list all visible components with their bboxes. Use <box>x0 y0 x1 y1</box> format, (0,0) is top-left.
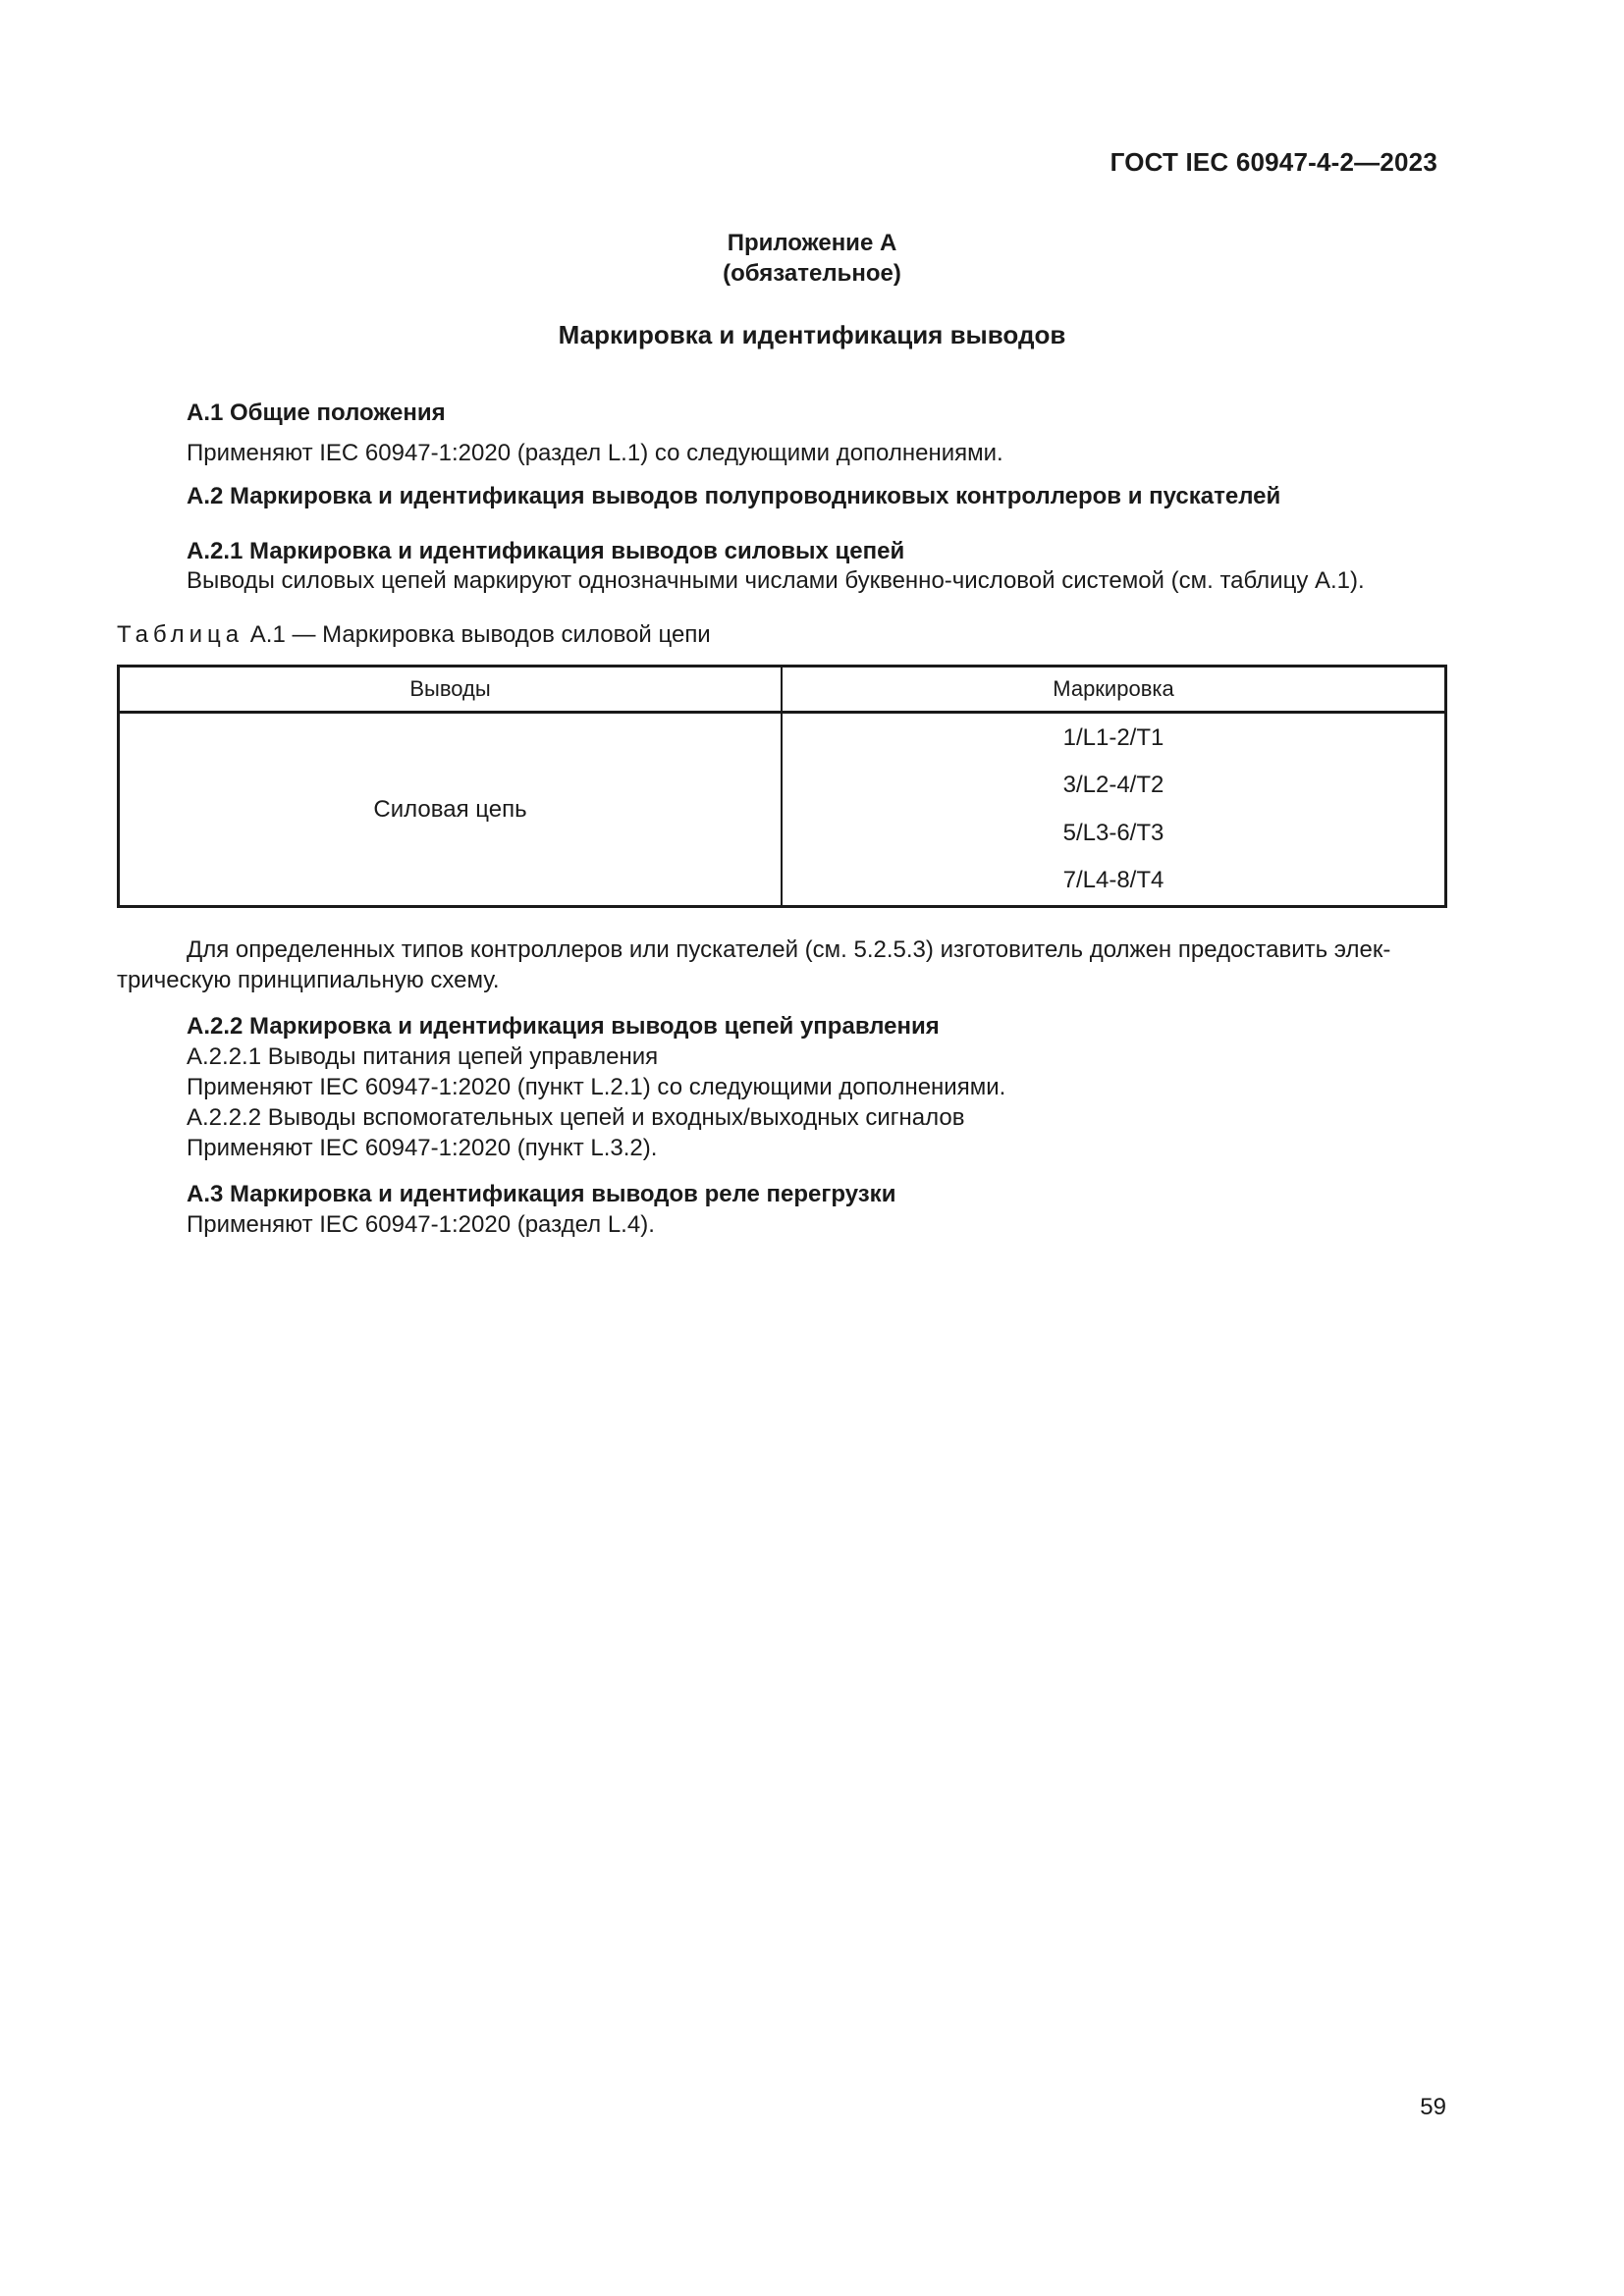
marking-table <box>117 665 1447 908</box>
table-cell-marking: 5/L3-6/T3 <box>1062 819 1164 846</box>
table-row <box>119 713 1446 763</box>
appendix-header <box>0 228 1624 289</box>
appendix-status: (обязательное) <box>723 260 901 287</box>
table-header-row <box>119 667 1446 713</box>
table-caption-prefix: Таблица <box>117 621 244 648</box>
section-a221-text: Применяют IEC 60947-1:2020 (пункт L.2.1) со следующими дополнениями. <box>187 1074 1006 1100</box>
table-cell-marking: 7/L4-8/T4 <box>1062 867 1164 894</box>
after-table-text-line2: трическую принципиальную схему. <box>117 967 500 993</box>
section-a21-heading: А.2.1 Маркировка и идентификация выводов силовых цепей <box>187 538 905 564</box>
section-a3-heading: А.3 Маркировка и идентификация выводов реле перегрузки <box>187 1181 896 1207</box>
section-a1-text: Применяют IEC 60947-1:2020 (раздел L.1) со следующими дополнениями. <box>187 440 1003 466</box>
page-number: 59 <box>1420 2094 1446 2120</box>
section-a221-line: А.2.2.1 Выводы питания цепей управления <box>187 1043 659 1070</box>
section-a1-heading: А.1 Общие положения <box>187 400 446 426</box>
table-cell-marking: 3/L2-4/T2 <box>1062 772 1164 799</box>
section-a21-text: Выводы силовых цепей маркируют однозначными числами буквенно-числовой системой (см. таблицу А.1). <box>187 567 1365 594</box>
table-header-terminals: Выводы <box>119 667 783 713</box>
table-header-marking: Маркировка <box>782 667 1446 713</box>
appendix-title: Маркировка и идентификация выводов <box>558 320 1066 349</box>
section-a222-line: А.2.2.2 Выводы вспомогательных цепей и входных/выходных сигналов <box>187 1104 965 1131</box>
section-a2-heading: А.2 Маркировка и идентификация выводов полупроводниковых контроллеров и пускателей <box>187 483 1281 509</box>
section-a3-text: Применяют IEC 60947-1:2020 (раздел L.4). <box>187 1211 655 1238</box>
table-cell-power-circuit: Силовая цепь <box>119 713 783 907</box>
section-a222-text: Применяют IEC 60947-1:2020 (пункт L.3.2). <box>187 1135 658 1161</box>
appendix-label: Приложение А <box>727 230 897 256</box>
table-caption <box>117 619 711 650</box>
after-table-text-line1: Для определенных типов контроллеров или пускателей (см. 5.2.5.3) изготовитель должен предоставить элек- <box>187 936 1391 963</box>
section-a22-heading: А.2.2 Маркировка и идентификация выводов цепей управления <box>187 1013 940 1040</box>
document-code: ГОСТ IEC 60947-4-2—2023 <box>1110 147 1437 177</box>
table-caption-title: А.1 — Маркировка выводов силовой цепи <box>244 621 711 648</box>
table-cell-marking: 1/L1-2/T1 <box>1062 723 1164 751</box>
